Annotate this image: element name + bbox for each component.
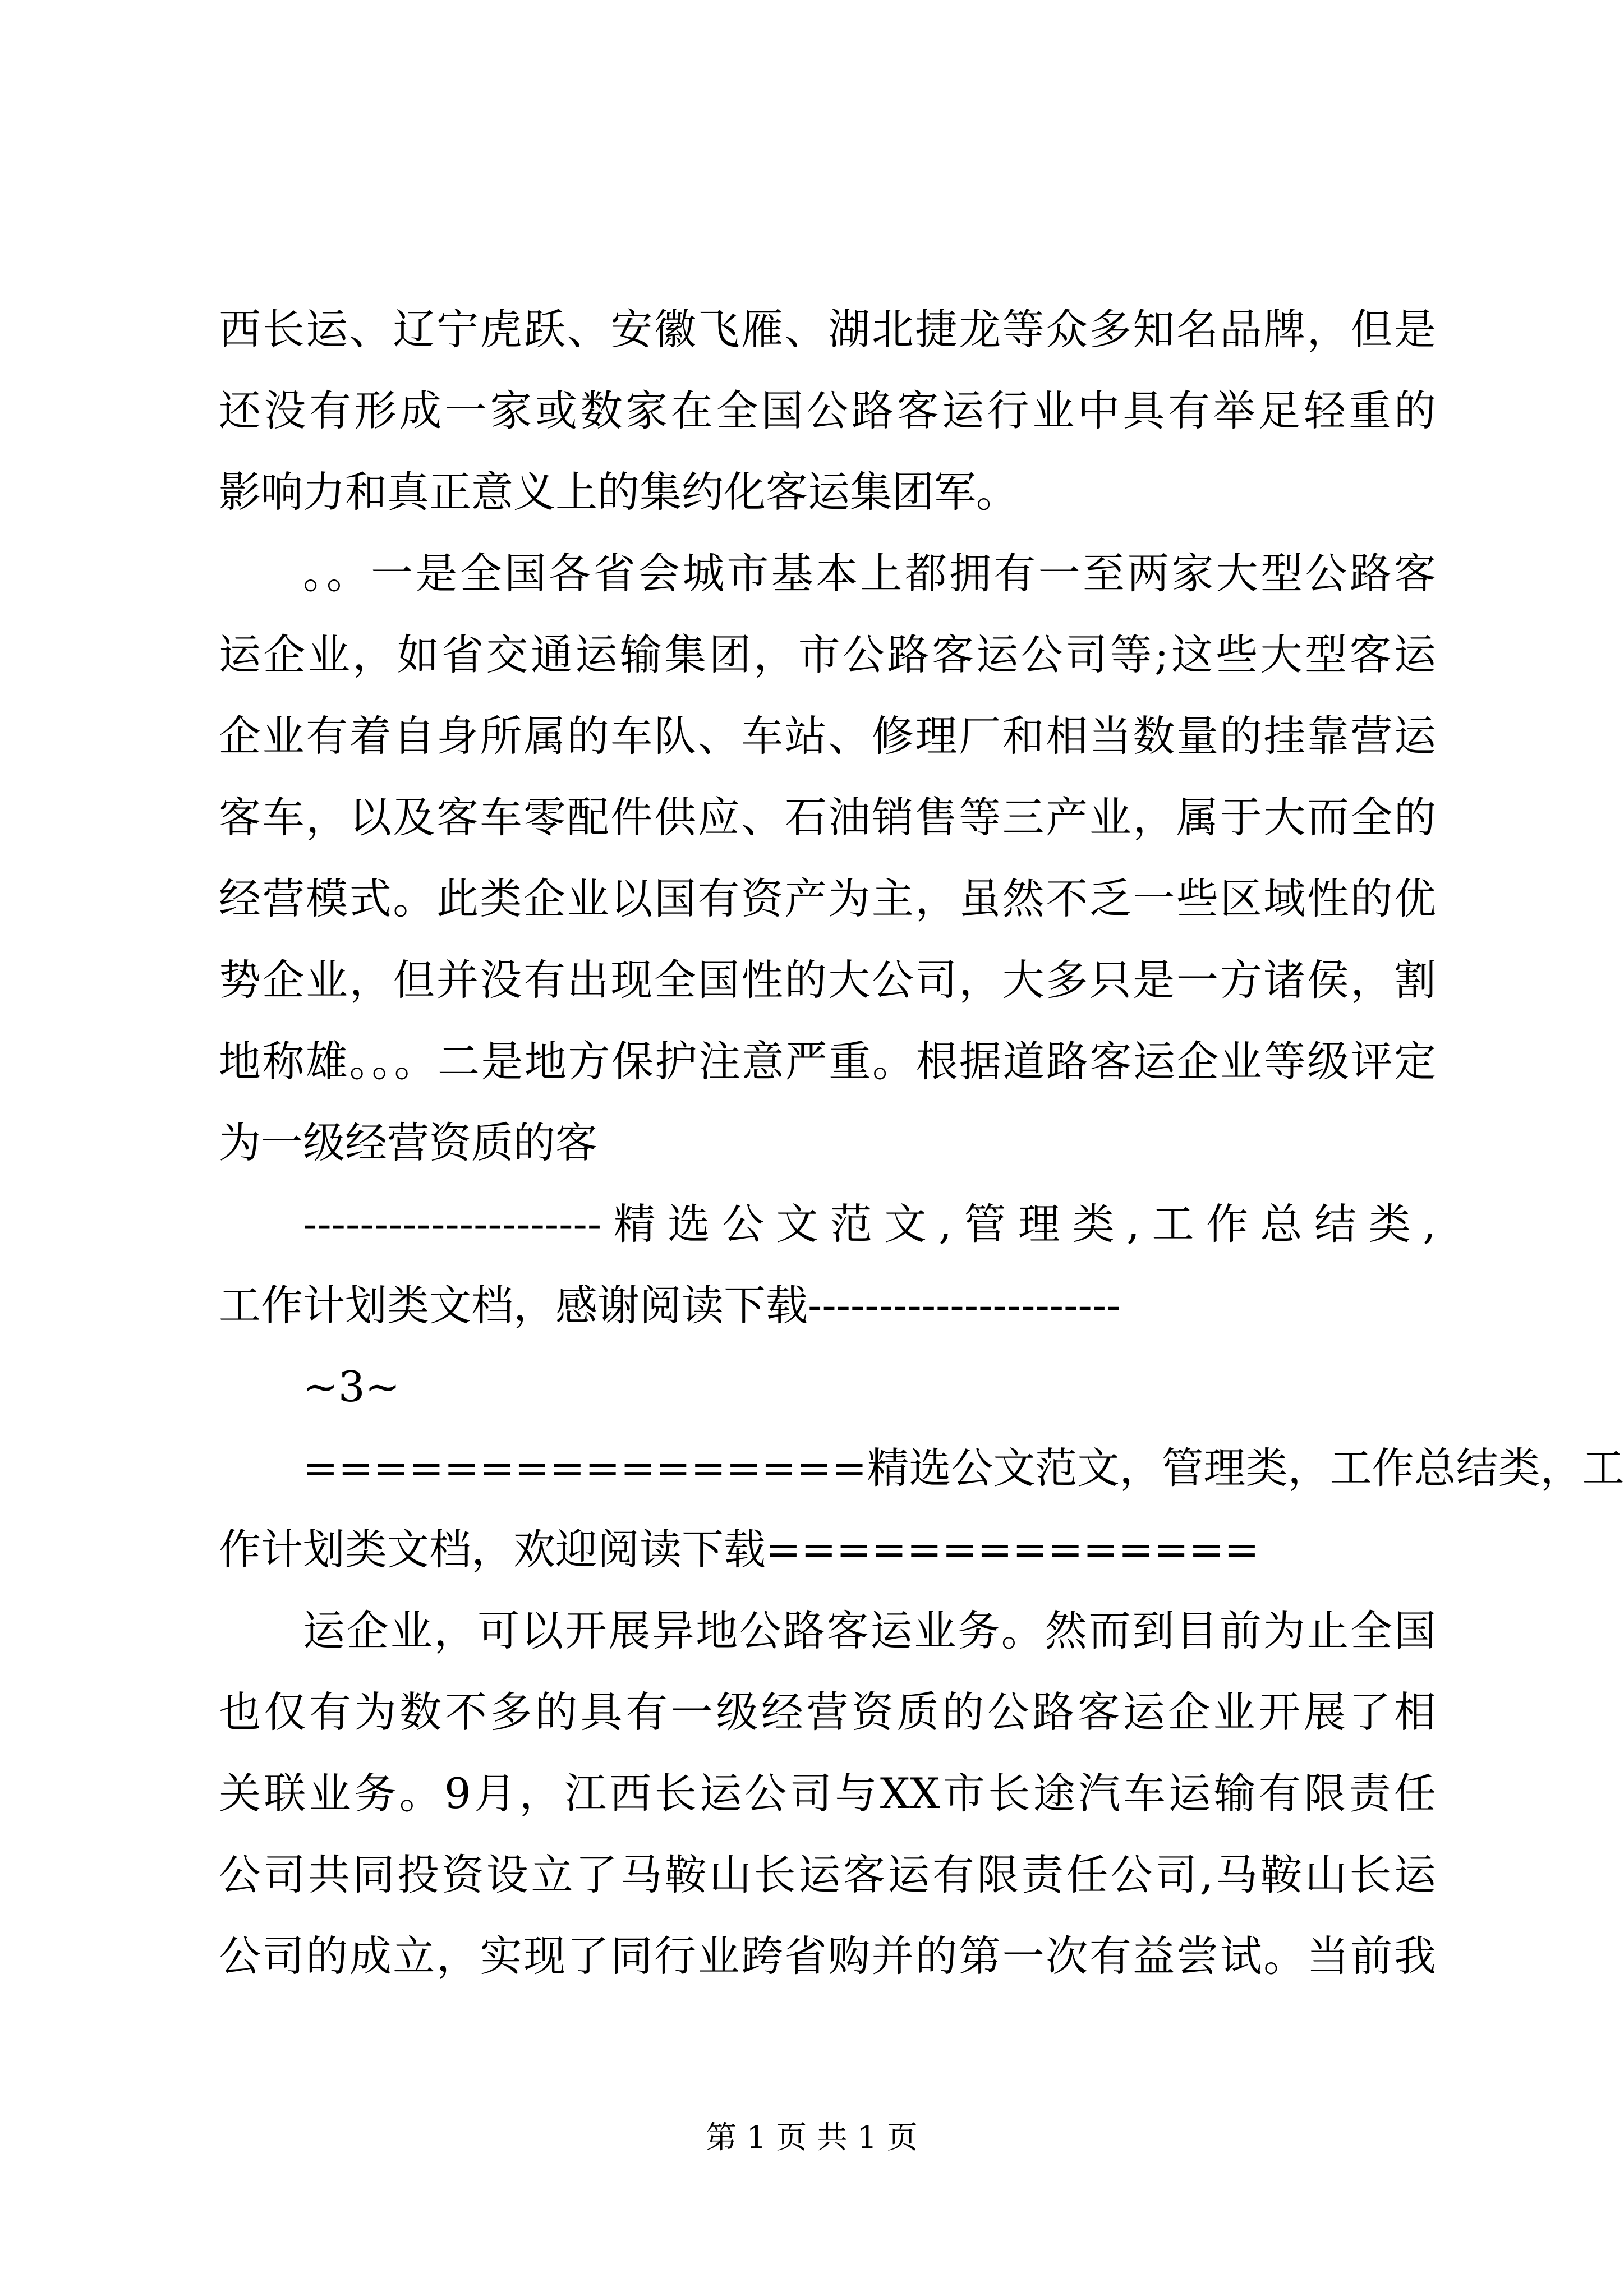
document-body xyxy=(219,289,1624,1997)
text-line: 。。一是全国各省会城市基本上都拥有一至两家大型公路客 xyxy=(303,549,1436,598)
text-line: 作计划类文档，欢迎阅读下载============== xyxy=(219,1525,1259,1574)
text-line: 西长运、辽宁虎跃、安徽飞雁、湖北捷龙等众多知名品牌，但是 xyxy=(219,305,1436,354)
text-line: 工作计划类文档，感谢阅读下载---------------------- xyxy=(219,1281,1121,1330)
page-footer: 第 1 页 共 1 页 xyxy=(706,2119,918,2155)
text-line: 还没有形成一家或数家在全国公路客运行业中具有举足轻重的 xyxy=(219,386,1436,435)
text-line: ~3~ xyxy=(303,1362,401,1411)
text-line: 公司共同投资设立了马鞍山长运客运有限责任公司,马鞍山长运 xyxy=(219,1850,1436,1899)
text-line: 运企业，可以开展异地公路客运业务。然而到目前为止全国 xyxy=(303,1606,1436,1655)
text-line: ---------------------精选公文范文,管理类,工作总结类, xyxy=(303,1199,1436,1249)
text-line: 客车，以及客车零配件供应、石油销售等三产业，属于大而全的 xyxy=(219,793,1436,842)
text-line: 经营模式。此类企业以国有资产为主，虽然不乏一些区域性的优 xyxy=(219,874,1436,923)
text-line: ================精选公文范文，管理类，工作总结类，工 xyxy=(303,1443,1624,1493)
text-line: 运企业，如省交通运输集团，市公路客运公司等;这些大型客运 xyxy=(219,630,1436,679)
text-line: 也仅有为数不多的具有一级经营资质的公路客运企业开展了相 xyxy=(219,1687,1436,1737)
text-line: 企业有着自身所属的车队、车站、修理厂和相当数量的挂靠营运 xyxy=(219,711,1436,761)
text-line: 势企业，但并没有出现全国性的大公司，大多只是一方诸侯，割 xyxy=(219,955,1436,1005)
text-line: 为一级经营资质的客 xyxy=(219,1118,598,1167)
text-line: 影响力和真正意义上的集约化客运集团军。 xyxy=(219,467,1019,517)
text-line: 地称雄。。。二是地方保护注意严重。根据道路客运企业等级评定 xyxy=(219,1037,1436,1086)
text-line: 公司的成立，实现了同行业跨省购并的第一次有益尝试。当前我 xyxy=(219,1931,1436,1981)
text-line: 关联业务。9月，江西长运公司与XX市长途汽车运输有限责任 xyxy=(219,1769,1436,1818)
